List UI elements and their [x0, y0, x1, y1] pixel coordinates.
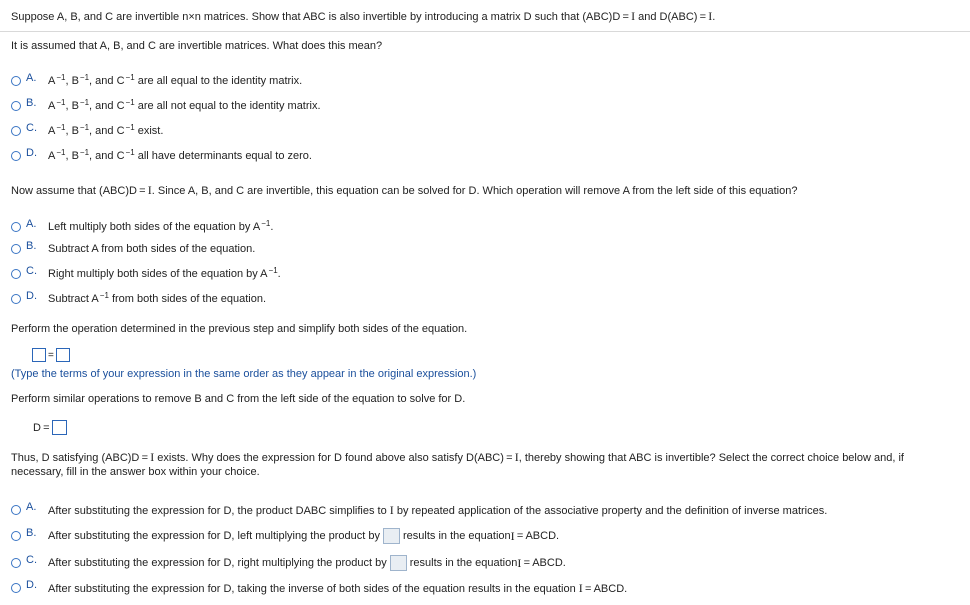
answer-input-c[interactable] — [390, 555, 407, 571]
problem-statement: Suppose A, B, and C are invertible n×n matrices. Show that ABC is also invertible by introducing a matrix D such that (ABC)D = I and D(ABC) = I. — [11, 9, 716, 23]
radio-button[interactable] — [11, 531, 21, 541]
radio-button[interactable] — [11, 126, 21, 136]
answer-input-left[interactable] — [32, 348, 46, 362]
radio-button[interactable] — [11, 76, 21, 86]
radio-button[interactable] — [11, 222, 21, 232]
radio-button[interactable] — [11, 583, 21, 593]
q5-prompt-line2: necessary, fill in the answer box within your choice. — [11, 466, 260, 478]
q5-prompt-line1: Thus, D satisfying (ABC)D = I exists. Why does the expression for D found above also satisfy D(ABC) = I, thereby showing that ABC is invertible? Select the correct choice below and, if — [11, 450, 904, 464]
d-answer-input[interactable] — [52, 420, 67, 435]
divider — [0, 31, 970, 32]
q3-hint: (Type the terms of your expression in the same order as they appear in the original expression.) — [11, 368, 477, 380]
radio-button[interactable] — [11, 505, 21, 515]
q1-option-a[interactable]: A. $A^{-1}$, $B^{-1}$, and $C^{-1}$ are all equal to the identity matrix. — [11, 73, 302, 89]
q2-option-d[interactable]: D. Subtract $A^{-1}$ from both sides of the equation. — [11, 291, 266, 307]
q3-prompt: Perform the operation determined in the previous step and simplify both sides of the equation. — [11, 323, 468, 335]
radio-button[interactable] — [11, 558, 21, 568]
q5-option-b[interactable]: B. After substituting the expression for D, left multiplying the product by results in the equation I = ABCD. — [11, 528, 559, 544]
radio-button[interactable] — [11, 101, 21, 111]
q1-option-c[interactable]: C. $A^{-1}$, $B^{-1}$, and $C^{-1}$ exist. — [11, 123, 163, 139]
q2-prompt: Now assume that (ABC)D = I. Since A, B, and C are invertible, this equation can be solved for D. Which operation will remove A from the left side of this equation? — [11, 183, 798, 197]
q1-option-b[interactable]: B. $A^{-1}$, $B^{-1}$, and $C^{-1}$ are all not equal to the identity matrix. — [11, 98, 321, 114]
q5-option-a[interactable]: A. After substituting the expression for D, the product DABC simplifies to I by repeated application of the associative property and the definition of inverse matrices. — [11, 502, 827, 518]
q4-prompt: Perform similar operations to remove B and C from the left side of the equation to solve for D. — [11, 393, 466, 405]
q5-option-d[interactable]: D. After substituting the expression for D, taking the inverse of both sides of the equation results in the equation I = ABCD. — [11, 580, 627, 596]
q4-answer-row: D = — [33, 420, 67, 435]
radio-button[interactable] — [11, 151, 21, 161]
q2-option-b[interactable]: B. Subtract A from both sides of the equation. — [11, 241, 255, 257]
q2-option-a[interactable]: A. Left multiply both sides of the equation by $A^{-1}$. — [11, 219, 273, 235]
radio-button[interactable] — [11, 269, 21, 279]
answer-input-b[interactable] — [383, 528, 400, 544]
q1-option-d[interactable]: D. $A^{-1}$, $B^{-1}$, and $C^{-1}$ all have determinants equal to zero. — [11, 148, 312, 164]
q3-answer-row: = — [32, 348, 70, 362]
q2-option-c[interactable]: C. Right multiply both sides of the equation by $A^{-1}$. — [11, 266, 281, 282]
q5-option-c[interactable]: C. After substituting the expression for D, right multiplying the product by results in the equation I = ABCD. — [11, 555, 566, 571]
radio-button[interactable] — [11, 244, 21, 254]
q1-prompt: It is assumed that A, B, and C are invertible matrices. What does this mean? — [11, 40, 383, 52]
answer-input-right[interactable] — [56, 348, 70, 362]
radio-button[interactable] — [11, 294, 21, 304]
